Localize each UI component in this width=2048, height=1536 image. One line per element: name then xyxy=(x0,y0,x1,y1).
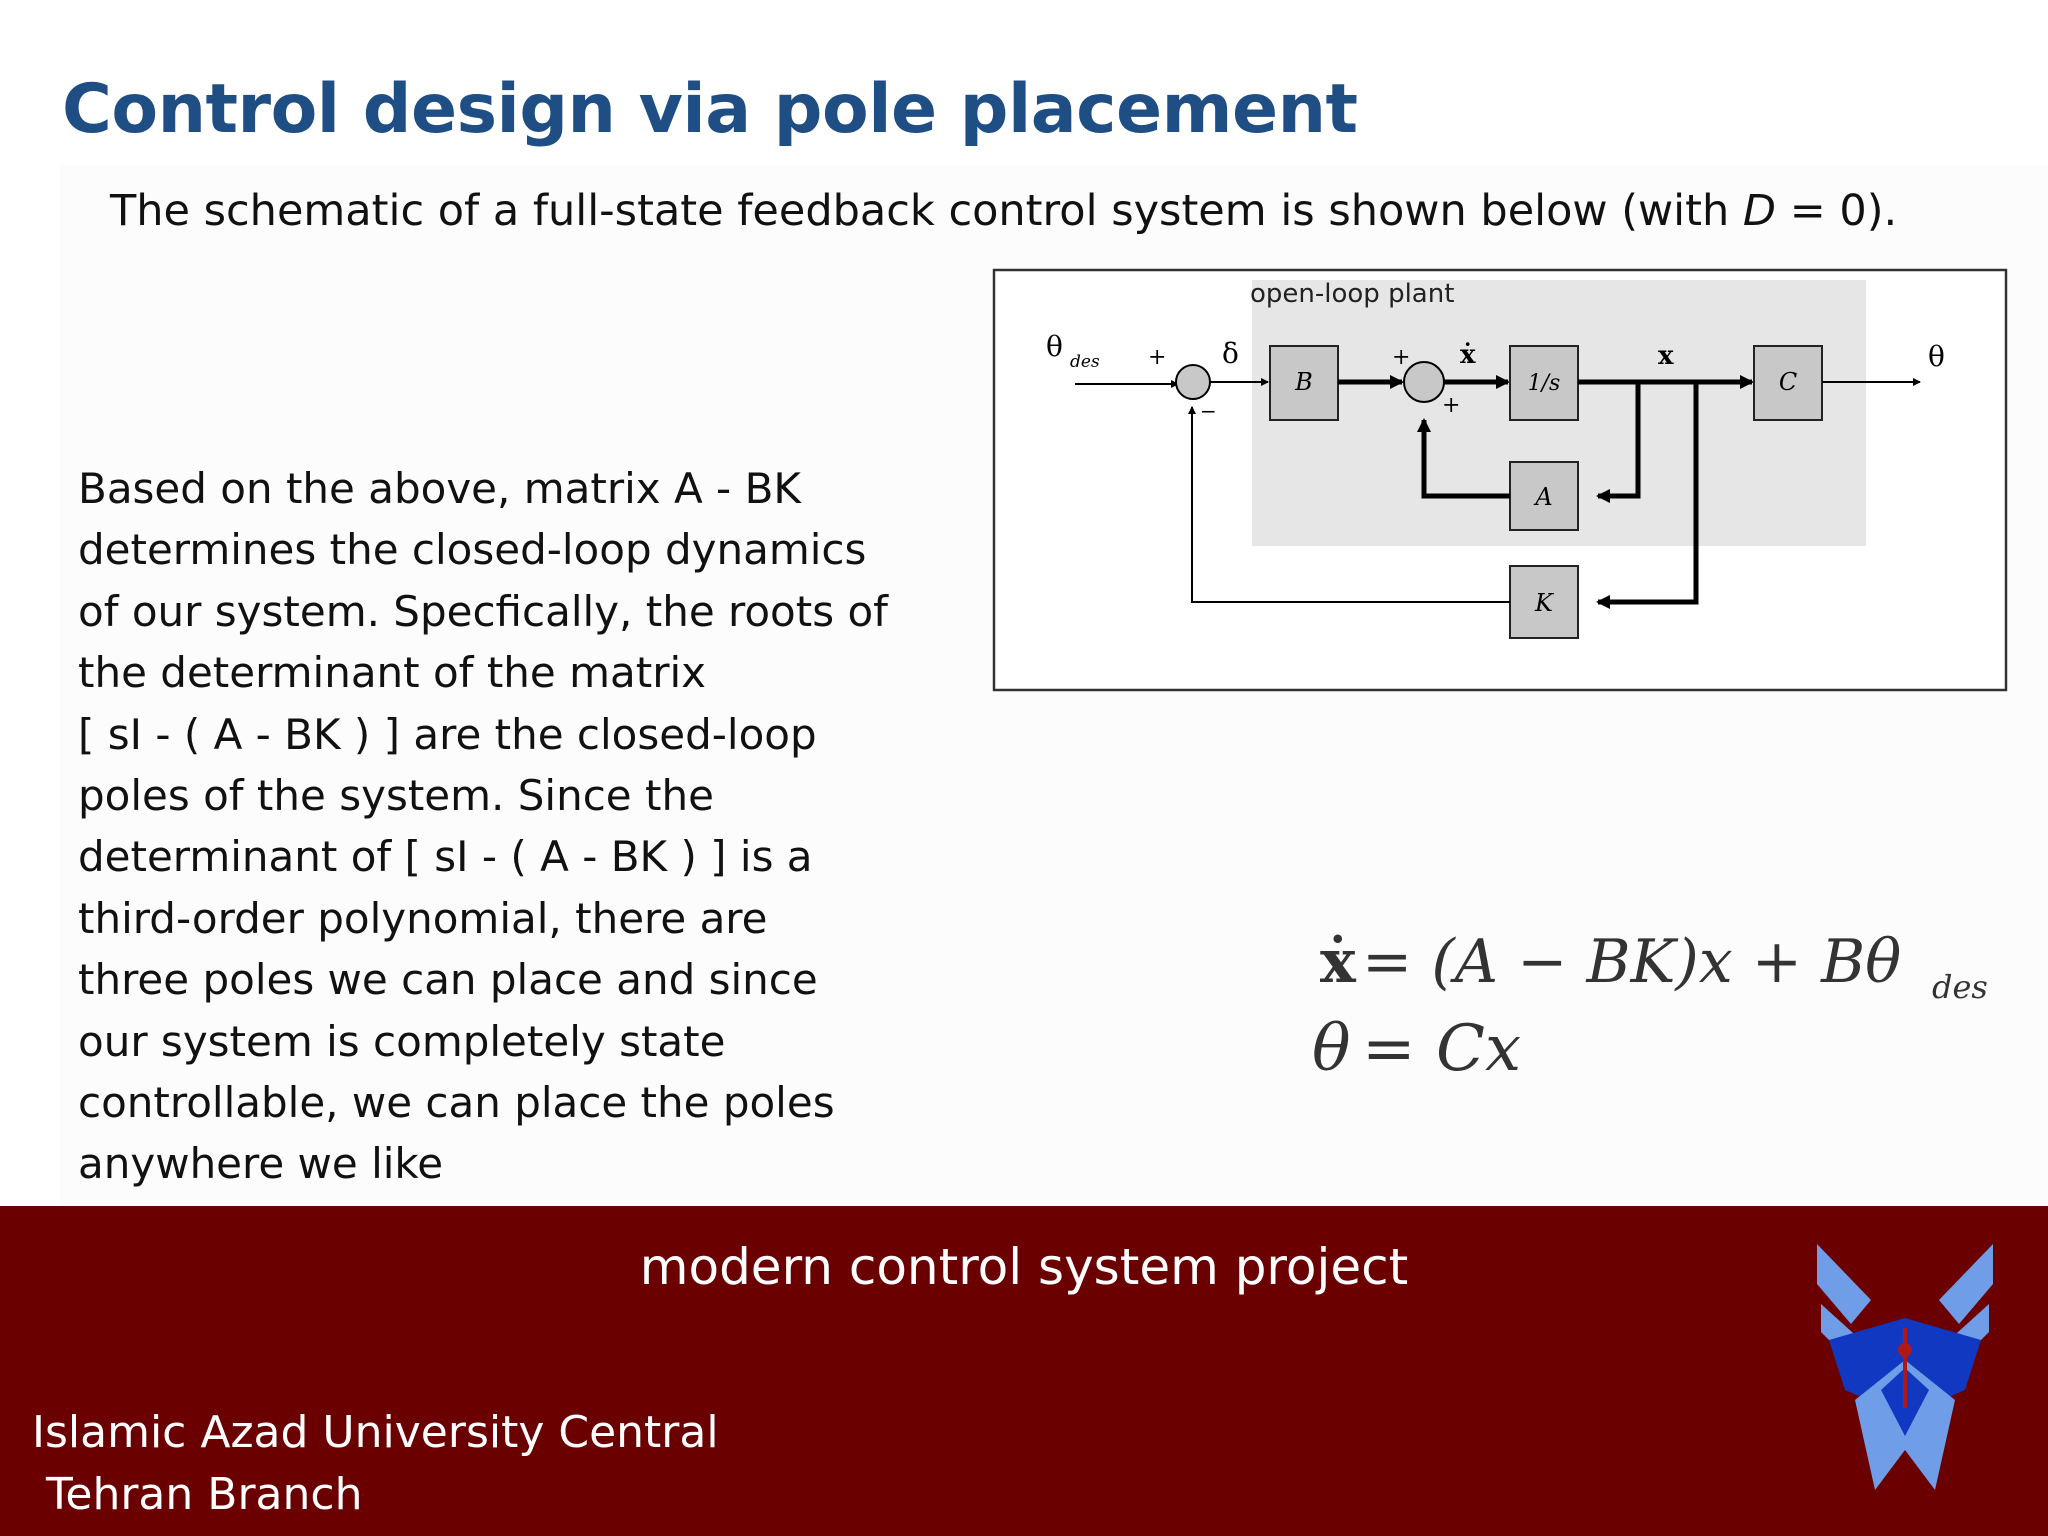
block-A-label: A xyxy=(1535,483,1553,511)
body-line: our system is completely state xyxy=(78,1016,726,1066)
footer-university xyxy=(32,1402,719,1526)
output-theta-label: θ xyxy=(1928,340,1945,373)
equation-2-rhs: = Cx xyxy=(1362,1012,1522,1086)
university-logo-icon xyxy=(1815,1240,1995,1502)
equation-2-lhs: θ xyxy=(1312,1012,1351,1086)
university-name-line-2: Tehran Branch xyxy=(32,1469,363,1520)
xdot-label: ẋ xyxy=(1460,340,1476,370)
state-space-equations xyxy=(1300,910,2000,1100)
input-subscript-label: des xyxy=(1070,352,1100,372)
feedback-block-diagram xyxy=(990,266,2010,694)
body-line: anywhere we like xyxy=(78,1139,444,1189)
summer2-plus-sign-top: + xyxy=(1392,345,1411,370)
delta-label: δ xyxy=(1222,337,1239,370)
block-integrator-label: 1/s xyxy=(1527,371,1561,396)
body-line: controllable, we can place the poles xyxy=(78,1078,835,1128)
plant-label: open-loop plant xyxy=(1250,279,1455,309)
equation-1-subscript: des xyxy=(1932,968,1988,1006)
x-label: x xyxy=(1658,341,1674,371)
body-line: [ sI - ( A - BK ) ] are the closed-loop xyxy=(78,709,817,759)
footer-project-title: modern control system project xyxy=(639,1238,1409,1296)
body-line: third-order polynomial, there are xyxy=(78,893,768,943)
body-line: determines the closed-loop dynamics xyxy=(78,525,867,575)
body-line: determinant of [ sI - ( A - BK ) ] is a xyxy=(78,832,813,882)
equation-1-lhs: ẋ xyxy=(1320,927,1356,997)
body-line: the determinant of the matrix xyxy=(78,648,707,698)
university-name-line-1: Islamic Azad University Central xyxy=(32,1407,719,1458)
body-line: Based on the above, matrix A - BK xyxy=(78,464,801,513)
summer2-plus-sign-bottom: + xyxy=(1442,393,1461,418)
summing-junction-1 xyxy=(1176,365,1210,399)
input-theta-label: θ xyxy=(1046,330,1063,363)
body-line: three poles we can place and since xyxy=(78,955,818,1005)
subtitle-text: The schematic of a full-state feedback control system is shown below (with xyxy=(110,186,1743,236)
body-line: poles of the system. Since the xyxy=(78,771,714,821)
body-paragraph xyxy=(78,458,918,1195)
slide-subtitle xyxy=(110,186,1897,236)
equation-1-rhs: = (A − BK)x + Bθ xyxy=(1362,927,1902,997)
block-K-label: K xyxy=(1535,589,1553,617)
block-B-label: B xyxy=(1295,368,1313,396)
slide-title: Control design via pole placement xyxy=(62,70,1358,149)
body-line: of our system. Specfically, the roots of xyxy=(78,586,888,636)
summer1-minus-sign: − xyxy=(1200,399,1217,423)
subtitle-variable: D xyxy=(1742,186,1777,236)
block-C-label: C xyxy=(1778,368,1798,396)
summer1-plus-sign: + xyxy=(1148,345,1167,370)
subtitle-text-end: = 0). xyxy=(1776,186,1898,236)
summing-junction-2 xyxy=(1404,362,1444,402)
